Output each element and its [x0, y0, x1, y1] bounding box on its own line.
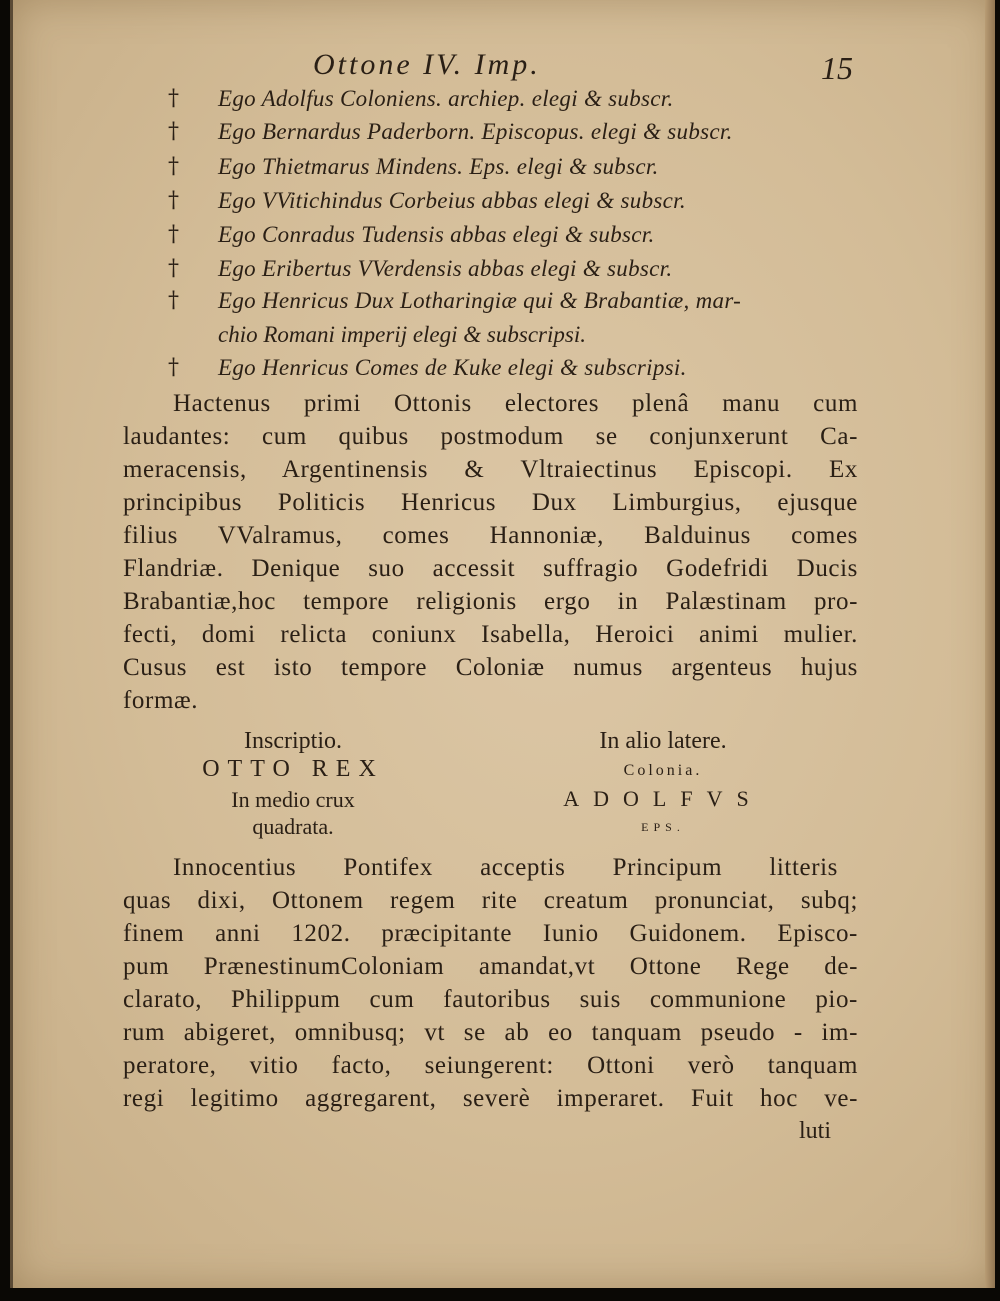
text-line: filius VValramus, comes Hannoniæ, Balduinus comes — [123, 522, 858, 549]
signatory-line — [168, 222, 868, 254]
running-title: Ottone IV. Imp. — [313, 48, 541, 81]
text-line: Flandriæ. Denique suo accessit suffragio Godefridi Ducis — [123, 555, 858, 582]
coin-reverse-name: ADOLFVS — [563, 786, 763, 811]
signatory-line — [168, 256, 868, 288]
text-line: regi legitimo aggregarent, severè imperaret. Fuit hoc ve- — [123, 1085, 858, 1112]
catchword: luti — [799, 1118, 832, 1144]
cross-icon: † — [168, 188, 179, 213]
coin-reverse-heading: In alio latere. — [599, 728, 727, 754]
signatory-line — [168, 86, 868, 118]
signatory-text: Ego Bernardus Paderborn. Episcopus. elegi & subscr. — [218, 119, 733, 144]
coin-reverse-abbr: EPS. — [641, 820, 685, 834]
cross-icon: † — [168, 256, 179, 281]
signatory-text: Ego Eribertus VVerdensis abbas elegi & subscr. — [218, 256, 673, 281]
text-line: pum PrænestinumColoniam amandat,vt Ottone Rege de- — [123, 953, 858, 980]
signatory-text: Ego Henricus Dux Lotharingiæ qui & Brabantiæ, mar- — [218, 288, 742, 313]
page-edge — [985, 0, 995, 1288]
coin-obverse-legend: OTTO REX — [202, 756, 384, 782]
text-line: fecti, domi relicta coniunx Isabella, Heroici animi mulier. — [123, 621, 858, 648]
signatory-text: Ego Conradus Tudensis abbas elegi & subscr. — [218, 222, 655, 247]
signatory-line — [168, 119, 868, 151]
coin-obverse-heading: Inscriptio. — [244, 728, 342, 754]
cross-icon: † — [168, 222, 179, 247]
signatory-text: Ego VVitichindus Corbeius abbas elegi & subscr. — [218, 188, 686, 213]
text-line: peratore, vitio facto, seiungerent: Ottoni verò tanquam — [123, 1052, 858, 1079]
signatory-line — [168, 154, 868, 186]
coin-obverse-note: quadrata. — [252, 814, 334, 839]
signatory-text: Ego Adolfus Coloniens. archiep. elegi & subscr. — [218, 86, 674, 111]
cross-icon: † — [168, 154, 179, 179]
signatory-line — [168, 355, 868, 387]
text-line: Innocentius Pontifex acceptis Principum litteris — [173, 854, 838, 881]
signatory-text: Ego Henricus Comes de Kuke elegi & subscripsi. — [218, 355, 687, 380]
text-line: Brabantiæ,hoc tempore religionis ergo in Palæstinam pro- — [123, 588, 858, 615]
cross-icon: † — [168, 86, 179, 111]
book-page — [10, 0, 995, 1288]
cross-icon: † — [168, 355, 179, 380]
signatory-line — [168, 188, 868, 220]
coin-reverse-legend: Colonia. — [623, 762, 703, 779]
text-line: rum abigeret, omnibusq; vt se ab eo tanquam pseudo - im- — [123, 1019, 858, 1046]
coin-obverse-note: In medio crux — [231, 787, 355, 812]
text-line: Hactenus primi Ottonis electores plenâ manu cum — [173, 390, 858, 417]
page-number: 15 — [821, 50, 853, 86]
cross-icon: † — [168, 288, 179, 313]
text-line: clarato, Philippum cum fautoribus suis communione pio- — [123, 986, 858, 1013]
text-line: laudantes: cum quibus postmodum se conjunxerunt Ca- — [123, 423, 858, 450]
text-line: meracensis, Argentinensis & Vltraiectinus Episcopi. Ex — [123, 456, 858, 483]
text-line: quas dixi, Ottonem regem rite creatum pronunciat, subq; — [123, 887, 858, 914]
text-line: principibus Politicis Henricus Dux Limburgius, ejusque — [123, 489, 858, 516]
signatory-continuation: chio Romani imperij elegi & subscripsi. — [218, 322, 586, 347]
text-line: formæ. — [123, 687, 199, 714]
text-line: finem anni 1202. præcipitante Iunio Guidonem. Episco- — [123, 920, 858, 947]
signatory-text: Ego Thietmarus Mindens. Eps. elegi & subscr. — [218, 154, 659, 179]
cross-icon: † — [168, 119, 179, 144]
text-line: Cusus est isto tempore Coloniæ numus argenteus hujus — [123, 654, 858, 681]
signatory-line — [168, 288, 868, 320]
